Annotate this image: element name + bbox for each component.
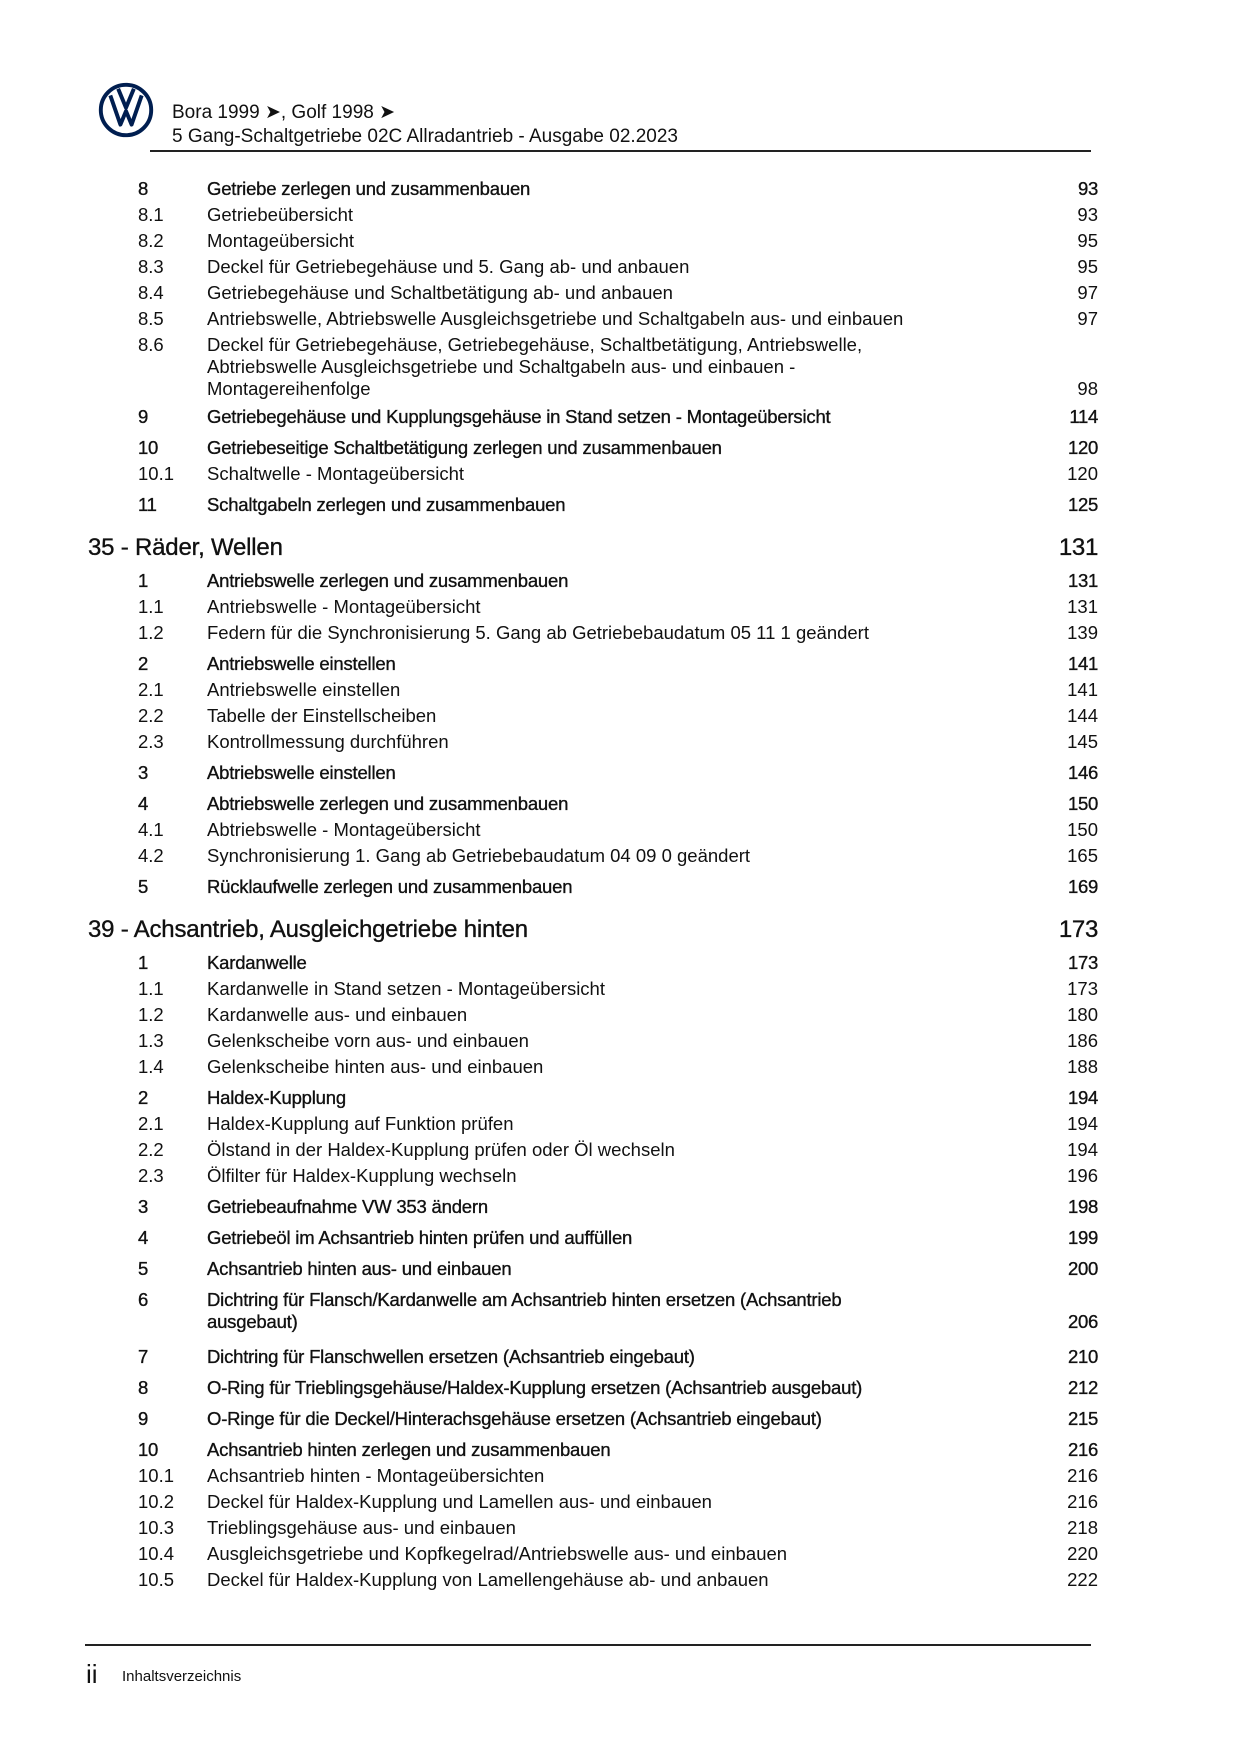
toc-entry-title <box>207 437 1007 459</box>
toc-page-number: 215 <box>1068 1408 1098 1429</box>
toc-entry-number: 4 <box>138 1227 148 1248</box>
toc-page-number: 150 <box>1067 819 1098 840</box>
toc-entry-title-line: Trieblingsgehäuse aus- und einbauen <box>207 1517 524 1538</box>
toc-entry-title <box>207 978 1007 1000</box>
toc-page-number: 216 <box>1068 1439 1098 1460</box>
toc-page-number: 97 <box>1077 282 1098 303</box>
toc-entry-number: 11 <box>138 494 157 515</box>
toc-entry-title-line: Getriebeseitige Schaltbetätigung zerlegen und zusammenbauen <box>207 437 730 458</box>
toc-entry-number: 1.1 <box>138 978 164 999</box>
toc-page-number: 206 <box>1068 1311 1098 1332</box>
toc-page-number: 173 <box>1067 978 1098 999</box>
toc-page-number: 169 <box>1068 876 1098 897</box>
toc-entry-title-line: ausgebaut) <box>207 1311 306 1332</box>
toc-entry-title-line: Montagereihenfolge <box>207 378 379 399</box>
toc-entry-title <box>207 256 1007 278</box>
toc-entry-number: 1 <box>138 570 148 591</box>
toc-page-number: 194 <box>1068 1087 1098 1108</box>
toc-entry-number: 1.2 <box>138 1004 164 1025</box>
toc-entry-title <box>207 282 1007 304</box>
toc-entry-title <box>207 596 1007 618</box>
toc-page-number: 173 <box>1068 952 1098 973</box>
toc-page-number: 95 <box>1077 230 1098 251</box>
toc-entry-title-line: Deckel für Haldex-Kupplung von Lamellengehäuse ab- und anbauen <box>207 1569 777 1590</box>
toc-entry-title <box>207 793 1007 815</box>
footer-divider <box>85 1644 1091 1646</box>
toc-entry-title-line: Tabelle der Einstellscheiben <box>207 705 444 726</box>
toc-page-number: 180 <box>1067 1004 1098 1025</box>
toc-entry-title-line: Antriebswelle einstellen <box>207 653 404 674</box>
toc-entry-title <box>207 406 1007 428</box>
toc-entry-title <box>207 845 1007 867</box>
toc-entry-title-line: Getriebegehäuse und Kupplungsgehäuse in Stand setzen - Montageübersicht <box>207 406 838 427</box>
toc-entry-title <box>207 731 1007 753</box>
toc-entry-number: 1.3 <box>138 1030 164 1051</box>
toc-entry-title-line: Getriebe zerlegen und zusammenbauen <box>207 178 538 199</box>
toc-page-number: 220 <box>1067 1543 1098 1564</box>
toc-entry-number: 4.1 <box>138 819 164 840</box>
header-title-line: 5 Gang-Schaltgetriebe 02C Allradantrieb - Ausgabe 02.2023 <box>172 126 678 147</box>
toc-entry-title <box>207 1569 1007 1591</box>
toc-page-number: 120 <box>1067 463 1098 484</box>
toc-entry-title <box>88 534 888 562</box>
toc-page-number: 212 <box>1068 1377 1098 1398</box>
toc-entry-number: 7 <box>138 1346 148 1367</box>
toc-entry-title-line: Ölstand in der Haldex-Kupplung prüfen oder Öl wechseln <box>207 1139 683 1160</box>
toc-entry-number: 2 <box>138 653 148 674</box>
document-header <box>172 101 678 149</box>
toc-entry-number: 9 <box>138 406 148 427</box>
toc-entry-number: 10 <box>138 1439 158 1460</box>
toc-entry-title <box>207 1113 1007 1135</box>
toc-entry-title <box>207 1377 1007 1399</box>
toc-entry-title <box>207 952 1007 974</box>
toc-page-number: 199 <box>1068 1227 1098 1248</box>
header-divider <box>150 150 1091 152</box>
toc-page-number: 131 <box>1058 534 1098 561</box>
toc-entry-title-line: O-Ring für Trieblingsgehäuse/Haldex-Kupplung ersetzen (Achsantrieb ausgebaut) <box>207 1377 870 1398</box>
toc-page-number: 194 <box>1067 1139 1098 1160</box>
toc-entry-title-line: Synchronisierung 1. Gang ab Getriebebaudatum 04 09 0 geändert <box>207 845 758 866</box>
toc-entry-number: 2.3 <box>138 731 164 752</box>
toc-entry-title-line: 39 - Achsantrieb, Ausgleichgetriebe hinten <box>88 916 536 943</box>
footer-page-number: ii <box>86 1659 98 1689</box>
toc-entry-title-line: Dichtring für Flanschwellen ersetzen (Achsantrieb eingebaut) <box>207 1346 703 1367</box>
toc-entry-title-line: Schaltwelle - Montageübersicht <box>207 463 472 484</box>
toc-entry-title-line: Federn für die Synchronisierung 5. Gang ab Getriebebaudatum 05 11 1 geändert <box>207 622 877 643</box>
toc-entry-title-line: Deckel für Getriebegehäuse und 5. Gang ab- und anbauen <box>207 256 697 277</box>
toc-page-number: 95 <box>1077 256 1098 277</box>
toc-entry-number: 10 <box>138 437 158 458</box>
toc-page-number: 218 <box>1067 1517 1098 1538</box>
toc-entry-number: 1 <box>138 952 148 973</box>
toc-entry-title <box>88 916 888 944</box>
toc-entry-number: 3 <box>138 1196 148 1217</box>
toc-entry-title <box>207 1543 1007 1565</box>
toc-entry-number: 4 <box>138 793 148 814</box>
toc-entry-title-line: Abtriebswelle Ausgleichsgetriebe und Schaltgabeln aus- und einbauen - <box>207 356 803 377</box>
toc-entry-number: 1.4 <box>138 1056 164 1077</box>
toc-entry-title-line: Antriebswelle zerlegen und zusammenbauen <box>207 570 576 591</box>
toc-entry-title-line: Kardanwelle aus- und einbauen <box>207 1004 475 1025</box>
toc-entry-title <box>207 463 1007 485</box>
toc-entry-title <box>207 1227 1007 1249</box>
toc-page-number: 194 <box>1067 1113 1098 1134</box>
toc-entry-title-line: Abtriebswelle zerlegen und zusammenbauen <box>207 793 576 814</box>
toc-entry-number: 1.2 <box>138 622 164 643</box>
toc-entry-title <box>207 876 1007 898</box>
toc-entry-title-line: Achsantrieb hinten aus- und einbauen <box>207 1258 519 1279</box>
toc-page-number: 131 <box>1067 596 1098 617</box>
toc-page-number: 186 <box>1067 1030 1098 1051</box>
toc-entry-title-line: Getriebegehäuse und Schaltbetätigung ab- und anbauen <box>207 282 681 303</box>
toc-entry-number: 8 <box>138 1377 148 1398</box>
toc-entry-title-line: Getriebeöl im Achsantrieb hinten prüfen und auffüllen <box>207 1227 640 1248</box>
toc-entry-title-line: Montageübersicht <box>207 230 362 251</box>
toc-entry-title-line: Deckel für Getriebegehäuse, Getriebegehäuse, Schaltbetätigung, Antriebswelle, <box>207 334 870 355</box>
toc-entry-number: 8.1 <box>138 204 164 225</box>
toc-entry-title-line: Kontrollmessung durchführen <box>207 731 457 752</box>
toc-page-number: 196 <box>1067 1165 1098 1186</box>
toc-page-number: 165 <box>1067 845 1098 866</box>
toc-entry-number: 10.5 <box>138 1569 175 1590</box>
toc-page-number: 141 <box>1068 653 1098 674</box>
toc-entry-title <box>207 1196 1007 1218</box>
toc-page-number: 141 <box>1067 679 1098 700</box>
toc-entry-title-line: Kardanwelle in Stand setzen - Montageübersicht <box>207 978 613 999</box>
toc-entry-title-line: Achsantrieb hinten zerlegen und zusammenbauen <box>207 1439 618 1460</box>
toc-entry-title <box>207 705 1007 727</box>
toc-entry-number: 2.2 <box>138 1139 164 1160</box>
toc-entry-number: 2 <box>138 1087 148 1108</box>
toc-page-number: 198 <box>1068 1196 1098 1217</box>
toc-entry-number: 10.1 <box>138 1465 175 1486</box>
toc-entry-title <box>207 762 1007 784</box>
toc-entry-number: 2.2 <box>138 705 164 726</box>
toc-entry-title <box>207 570 1007 592</box>
toc-entry-title <box>207 1056 1007 1078</box>
toc-entry-title <box>207 308 1007 330</box>
toc-page-number: 114 <box>1069 406 1098 427</box>
toc-entry-title <box>207 204 1007 226</box>
toc-entry-title <box>207 494 1007 516</box>
footer-label: Inhaltsverzeichnis <box>122 1668 242 1685</box>
toc-entry-title <box>207 1030 1007 1052</box>
toc-entry-title-line: Ausgleichsgetriebe und Kopfkegelrad/Antriebswelle aus- und einbauen <box>207 1543 795 1564</box>
toc-page-number: 131 <box>1068 570 1098 591</box>
toc-entry-title <box>207 1258 1007 1280</box>
toc-entry-title-line: Getriebeübersicht <box>207 204 361 225</box>
toc-entry-title <box>207 653 1007 675</box>
toc-page-number: 188 <box>1067 1056 1098 1077</box>
toc-entry-title <box>207 230 1007 252</box>
toc-entry-number: 2.1 <box>138 679 164 700</box>
toc-entry-title <box>207 1004 1007 1026</box>
toc-entry-number: 9 <box>138 1408 148 1429</box>
toc-page-number: 222 <box>1067 1569 1098 1590</box>
toc-entry-number: 8.2 <box>138 230 164 251</box>
toc-page-number: 125 <box>1068 494 1098 515</box>
toc-entry-title <box>207 1517 1007 1539</box>
toc-entry-title-line: Haldex-Kupplung auf Funktion prüfen <box>207 1113 521 1134</box>
toc-entry-title-line: Rücklaufwelle zerlegen und zusammenbauen <box>207 876 580 897</box>
toc-page-number: 146 <box>1068 762 1098 783</box>
toc-entry-title-line: Getriebeaufnahme VW 353 ändern <box>207 1196 496 1217</box>
toc-page-number: 93 <box>1077 204 1098 225</box>
toc-entry-number: 10.1 <box>138 463 175 484</box>
toc-entry-number: 10.4 <box>138 1543 175 1564</box>
toc-page-number: 145 <box>1067 731 1098 752</box>
toc-entry-title <box>207 178 1007 200</box>
toc-entry-title-line: Achsantrieb hinten - Montageübersichten <box>207 1465 552 1486</box>
toc-entry-title-line: Schaltgabeln zerlegen und zusammenbauen <box>207 494 573 515</box>
toc-page-number: 120 <box>1068 437 1098 458</box>
toc-entry-title-line: Dichtring für Flansch/Kardanwelle am Achsantrieb hinten ersetzen (Achsantrieb <box>207 1289 850 1310</box>
toc-page-number: 97 <box>1077 308 1098 329</box>
toc-page-number: 173 <box>1058 916 1098 943</box>
toc-entry-number: 10.2 <box>138 1491 175 1512</box>
toc-entry-number: 1.1 <box>138 596 164 617</box>
toc-entry-title <box>207 334 1007 400</box>
toc-entry-title-line: 35 - Räder, Wellen <box>88 534 291 561</box>
toc-entry-title-line: Gelenkscheibe hinten aus- und einbauen <box>207 1056 551 1077</box>
toc-entry-title-line: Antriebswelle einstellen <box>207 679 408 700</box>
toc-page-number: 93 <box>1078 178 1098 199</box>
toc-entry-title <box>207 1491 1007 1513</box>
toc-entry-title <box>207 1139 1007 1161</box>
toc-page-number: 144 <box>1067 705 1098 726</box>
toc-entry-number: 10.3 <box>138 1517 175 1538</box>
toc-entry-title-line: Ölfilter für Haldex-Kupplung wechseln <box>207 1165 525 1186</box>
toc-entry-title-line: Deckel für Haldex-Kupplung und Lamellen aus- und einbauen <box>207 1491 720 1512</box>
toc-entry-title-line: Antriebswelle - Montageübersicht <box>207 596 489 617</box>
vw-logo-icon <box>98 82 154 138</box>
toc-entry-title <box>207 1465 1007 1487</box>
toc-entry-title <box>207 1439 1007 1461</box>
toc-entry-title <box>207 622 1007 644</box>
toc-page-number: 139 <box>1067 622 1098 643</box>
toc-entry-number: 8 <box>138 178 148 199</box>
toc-entry-title-line: Gelenkscheibe vorn aus- und einbauen <box>207 1030 537 1051</box>
toc-entry-title <box>207 679 1007 701</box>
toc-entry-number: 2.1 <box>138 1113 164 1134</box>
toc-page-number: 216 <box>1067 1491 1098 1512</box>
toc-entry-title <box>207 819 1007 841</box>
toc-page-number: 210 <box>1068 1346 1098 1367</box>
toc-entry-number: 5 <box>138 876 148 897</box>
toc-page-number: 98 <box>1077 378 1098 399</box>
toc-entry-title <box>207 1346 1007 1368</box>
toc-entry-title-line: Abtriebswelle einstellen <box>207 762 404 783</box>
toc-page-number: 216 <box>1067 1465 1098 1486</box>
toc-page-number: 150 <box>1068 793 1098 814</box>
toc-entry-title-line: Abtriebswelle - Montageübersicht <box>207 819 489 840</box>
toc-entry-title-line: O-Ringe für die Deckel/Hinterachsgehäuse ersetzen (Achsantrieb eingebaut) <box>207 1408 830 1429</box>
toc-entry-title <box>207 1289 1007 1333</box>
toc-entry-number: 4.2 <box>138 845 164 866</box>
toc-entry-number: 8.4 <box>138 282 164 303</box>
toc-entry-number: 8.6 <box>138 334 164 355</box>
header-model-line: Bora 1999 ➤, Golf 1998 ➤ <box>172 102 396 123</box>
toc-entry-title <box>207 1165 1007 1187</box>
toc-entry-title-line: Antriebswelle, Abtriebswelle Ausgleichsgetriebe und Schaltgabeln aus- und einbauen <box>207 308 911 329</box>
toc-entry-number: 6 <box>138 1289 148 1310</box>
toc-entry-title-line: Haldex-Kupplung <box>207 1087 354 1108</box>
toc-page-number: 200 <box>1068 1258 1098 1279</box>
toc-entry-title-line: Kardanwelle <box>207 952 315 973</box>
toc-entry-number: 3 <box>138 762 148 783</box>
toc-entry-number: 5 <box>138 1258 148 1279</box>
toc-entry-title <box>207 1087 1007 1109</box>
toc-entry-number: 2.3 <box>138 1165 164 1186</box>
toc-entry-title <box>207 1408 1007 1430</box>
toc-entry-number: 8.5 <box>138 308 164 329</box>
toc-entry-number: 8.3 <box>138 256 164 277</box>
